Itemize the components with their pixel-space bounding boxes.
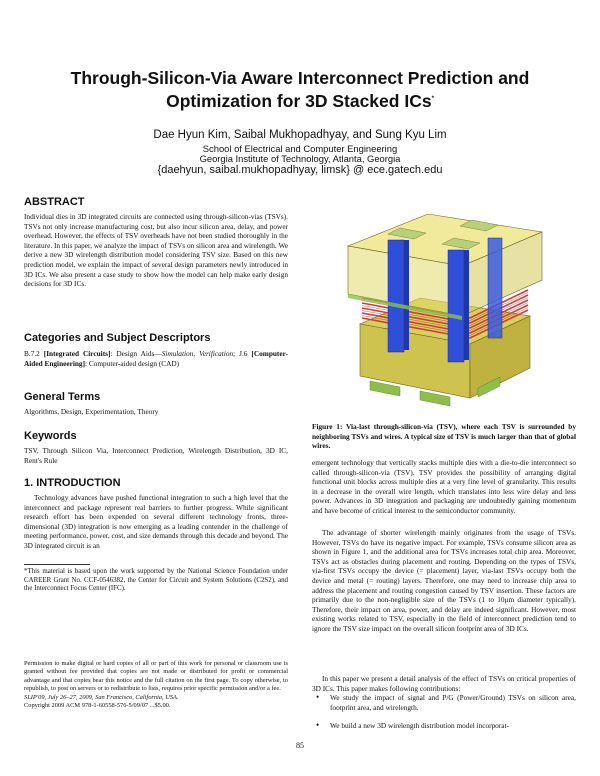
- categories-bold-2: [Computer-Aided Engineering]: [24, 349, 288, 368]
- permission-notice: [24, 660, 288, 710]
- contributions-list: [312, 693, 576, 740]
- keywords-text: TSV, Through Silicon Via, Interconnect Prediction, Wirelength Distribution, 3D IC, Rent's Rule: [24, 446, 288, 465]
- title-line-2: Optimization for 3D Stacked ICs: [166, 90, 432, 111]
- author-list: Dae Hyun Kim, Saibal Mukhopadhyay, and Sung Kyu Lim: [153, 129, 447, 141]
- title-footnote-mark: *: [431, 96, 434, 102]
- venue-line: SLIP'09, July 26–27, 2009, San Francisco, California, USA.: [24, 693, 179, 701]
- categories-text-1: : Design Aids—: [110, 349, 162, 358]
- figure-1-tsv-illustration: [330, 206, 560, 418]
- categories-italic: Simulation, Verification: [161, 349, 234, 358]
- abstract-text: Individual dies in 3D integrated circuits are connected using through-silicon-vias (TSVs). TSVs not only increase manufacturing cost, but also incur silicon area, delay, and power overhead. However, the effects of TSV overheads have not been studied thoroughly in the literature. In this paper, we analyze the impact of TSVs on silicon area and wirelength. We derive a new 3D wirelength distribution model considering TSV size. Based on this new prediction model, we explain the impact of several design parameters newly introduced in 3D ICs. We also present a case study to show how the model can help make early design decisions for 3D ICs.: [24, 212, 288, 289]
- copyright-line: Copyright 2009 ACM 978-1-60558-576-5/09/07 ...$5.00.: [24, 702, 171, 710]
- keywords-heading: Keywords: [24, 430, 77, 442]
- figure-1-caption: Figure 1: Via-last through-silicon-via (TSV), where each TSV is surrounded by neighboring TSVs and wires. A typical size of TSV is much larger than that of global wires.: [312, 422, 576, 451]
- general-terms-text: Algorithms, Design, Experimentation, Theory: [24, 407, 159, 416]
- categories-bold-1: [Integrated Circuits]: [43, 349, 111, 358]
- footnote-text: *This material is based upon the work supported by the National Science Foundation under CAREER Grant No. CCF-0546382, the Center for Circuit and System Solutions (C2S2), and the Interconnect Focus Center (IFC).: [24, 568, 288, 593]
- contribution-item: • We study the impact of signal and P/G (Power/Ground) TSVs on silicon area, footprint area, and wirelength.: [312, 693, 576, 712]
- contribution-item: • We build a new 3D wirelength distribution model incorporat-: [312, 721, 576, 731]
- intro-continued-paragraph: emergent technology that vertically stacks multiple dies with a die-to-die interconnect so called through-silicon-via (TSV). TSV provides the possibility of arranging digital functional unit blocks across multiple dies at a very fine level of granularity. This results in a decrease in the overall wire length, which translates into less wire delay and less power. Advances in 3D integration and packaging are undoubtedly gaining momentum and have become of critical interest to the semiconductor community.: [312, 458, 576, 515]
- categories-code-1: B.7.2: [24, 349, 44, 358]
- tsv-3d-render: [330, 206, 560, 418]
- tsv-impact-paragraph: The advantage of shorter wirelength mainly originates from the usage of TSVs. However, TSVs do have its negative impact. For example, TSVs consume silicon area as shown in Figure 1, and the additional area for TSVs increases total chip area. Moreover, TSVs act as obstacles during placement and routing. Depending on the types of TSVs, via-first TSVs occupy the device (= placement) layer, via-last TSVs occupy both the device and metal (= routing) layers. Therefore, one may need to increase chip area to address the placement and routing congestion caused by TSV insertion. These factors are primarily due to the non-negligible size of the TSVs (1 to 10μm diameter typically). Therefore, their impact on area, power, and delay are indeed significant. However, most existing works related to TSV, especially in the field of interconnect prediction tend to ignore the TSV size impact on the overall silicon footprint area of 3D ICs.: [312, 528, 576, 633]
- general-terms-heading: General Terms: [24, 391, 101, 403]
- categories-heading: Categories and Subject Descriptors: [24, 332, 211, 344]
- abstract-heading: ABSTRACT: [24, 196, 85, 208]
- categories-text: [24, 349, 288, 368]
- affiliation-school: School of Electrical and Computer Engineering: [202, 143, 398, 154]
- page-number: 85: [296, 741, 304, 750]
- paper-title: [40, 68, 560, 112]
- permission-text: Permission to make digital or hard copies of all or part of this work for personal or classroom use is granted without fee provided that copies are not made or distributed for profit or commercial advantage and that copies bear this notice and the full citation on the first page. To copy otherwise, to republish, to post on servers or to redistribute to lists, requires prior specific permission and/or a fee.: [24, 660, 288, 693]
- categories-text-2: : Computer-aided design (CAD): [85, 358, 180, 368]
- affiliation-institute: Georgia Institute of Technology, Atlanta, Georgia: [199, 153, 401, 164]
- introduction-paragraph: Technology advances have pushed functional integration to such a high level that the interconnect and package represent real barriers to further progress. While significant research effort has been expended on several different technology fronts, three-dimensional (3D) integration is now emerging as a leading contender in the challenge of meeting performance, power, cost, and size demands through this decade and beyond. The 3D integrated circuit is an: [24, 493, 288, 550]
- contributions-intro: In this paper we present a detail analysis of the effect of TSVs on critical properties of 3D ICs. This paper makes following contributions:: [312, 674, 576, 693]
- title-line-1: Through-Silicon-Via Aware Interconnect Prediction and: [70, 68, 530, 88]
- categories-code-2: ; J.6: [233, 349, 252, 358]
- footnote-divider: [24, 564, 90, 565]
- author-emails: {daehyun, saibal.mukhopadhyay, limsk} @ ece.gatech.edu: [157, 164, 443, 176]
- introduction-heading: 1. INTRODUCTION: [24, 477, 121, 489]
